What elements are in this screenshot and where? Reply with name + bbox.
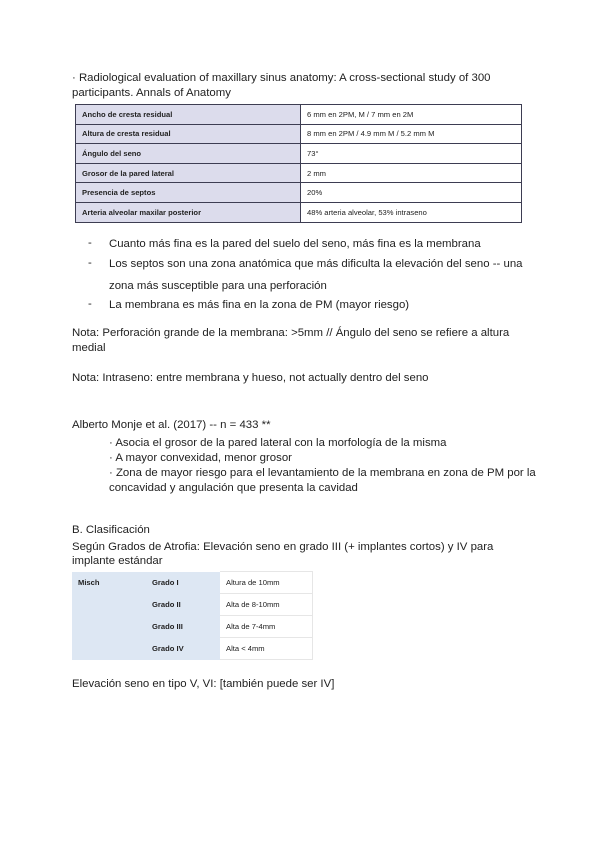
footer-note: Elevación seno en tipo V, VI: [también puede ser IV] xyxy=(72,678,335,690)
table-label: Arteria alveolar maxilar posterior xyxy=(76,202,301,222)
table-label: Altura de cresta residual xyxy=(76,124,301,144)
table-row xyxy=(76,124,522,144)
list-item: Los septos son una zona anatómica que más dificulta la elevación del seno -- una xyxy=(109,258,523,270)
table-value: 48% arteria alveolar, 53% intraseno xyxy=(301,202,522,222)
table-row xyxy=(76,144,522,164)
table-cell-empty xyxy=(72,616,146,638)
list-item: · Zona de mayor riesgo para el levantamiento de la membrana en zona de PM por la xyxy=(109,467,536,479)
table-cell-empty xyxy=(72,594,146,616)
bullet-dash: - xyxy=(88,298,92,310)
grados-text-cont: implante estándar xyxy=(72,555,163,567)
table-label: Presencia de septos xyxy=(76,183,301,203)
note-perforation-cont: medial xyxy=(72,342,106,354)
table-header: Misch xyxy=(72,572,146,594)
list-item: Cuanto más fina es la pared del suelo del seno, más fina es la membrana xyxy=(109,238,481,250)
table-row xyxy=(72,594,313,616)
grade-label: Grado IV xyxy=(146,638,220,660)
table-value: 8 mm en 2PM / 4.9 mm M / 5.2 mm M xyxy=(301,124,522,144)
grade-description: Altura de 10mm xyxy=(220,572,313,594)
list-item: · A mayor convexidad, menor grosor xyxy=(109,452,292,464)
list-item-continuation: concavidad y angulación que presenta la cavidad xyxy=(109,482,358,494)
table-label: Grosor de la pared lateral xyxy=(76,163,301,183)
grade-description: Alta de 8-10mm xyxy=(220,594,313,616)
table-label: Ancho de cresta residual xyxy=(76,105,301,125)
misch-table xyxy=(72,571,313,660)
table-value: 6 mm en 2PM, M / 7 mm en 2M xyxy=(301,105,522,125)
table-value: 20% xyxy=(301,183,522,203)
list-item: La membrana es más fina en la zona de PM (mayor riesgo) xyxy=(109,299,410,311)
bullet-dash: - xyxy=(88,237,92,249)
bullet-dash: - xyxy=(88,257,92,269)
reference-citation: · Radiological evaluation of maxillary sinus anatomy: A cross-sectional study of 300 participants. Annals of Anatomy xyxy=(72,72,491,99)
grados-text: Según Grados de Atrofia: Elevación seno en grado III (+ implantes cortos) y IV para xyxy=(72,541,494,553)
table-row xyxy=(76,202,522,222)
list-item-continuation: zona más susceptible para una perforación xyxy=(109,280,327,292)
grade-label: Grado II xyxy=(146,594,220,616)
table-value: 73° xyxy=(301,144,522,164)
table-row xyxy=(76,105,522,125)
table-row xyxy=(72,638,313,660)
list-item: · Asocia el grosor de la pared lateral con la morfología de la misma xyxy=(109,437,447,449)
table-label: Ángulo del seno xyxy=(76,144,301,164)
citation-monje: Alberto Monje et al. (2017) -- n = 433 ** xyxy=(72,419,271,431)
table-row xyxy=(72,616,313,638)
note-intraseno: Nota: Intraseno: entre membrana y hueso, not actually dentro del seno xyxy=(72,372,429,384)
grade-description: Alta < 4mm xyxy=(220,638,313,660)
grade-label: Grado I xyxy=(146,572,220,594)
section-heading: B. Clasificación xyxy=(72,524,150,536)
table-row xyxy=(72,572,313,594)
table-value: 2 mm xyxy=(301,163,522,183)
grade-label: Grado III xyxy=(146,616,220,638)
table-row xyxy=(76,163,522,183)
table-row xyxy=(76,183,522,203)
note-perforation: Nota: Perforación grande de la membrana: >5mm // Ángulo del seno se refiere a altura xyxy=(72,327,510,339)
anatomy-table xyxy=(75,104,522,223)
grade-description: Alta de 7-4mm xyxy=(220,616,313,638)
table-cell-empty xyxy=(72,638,146,660)
